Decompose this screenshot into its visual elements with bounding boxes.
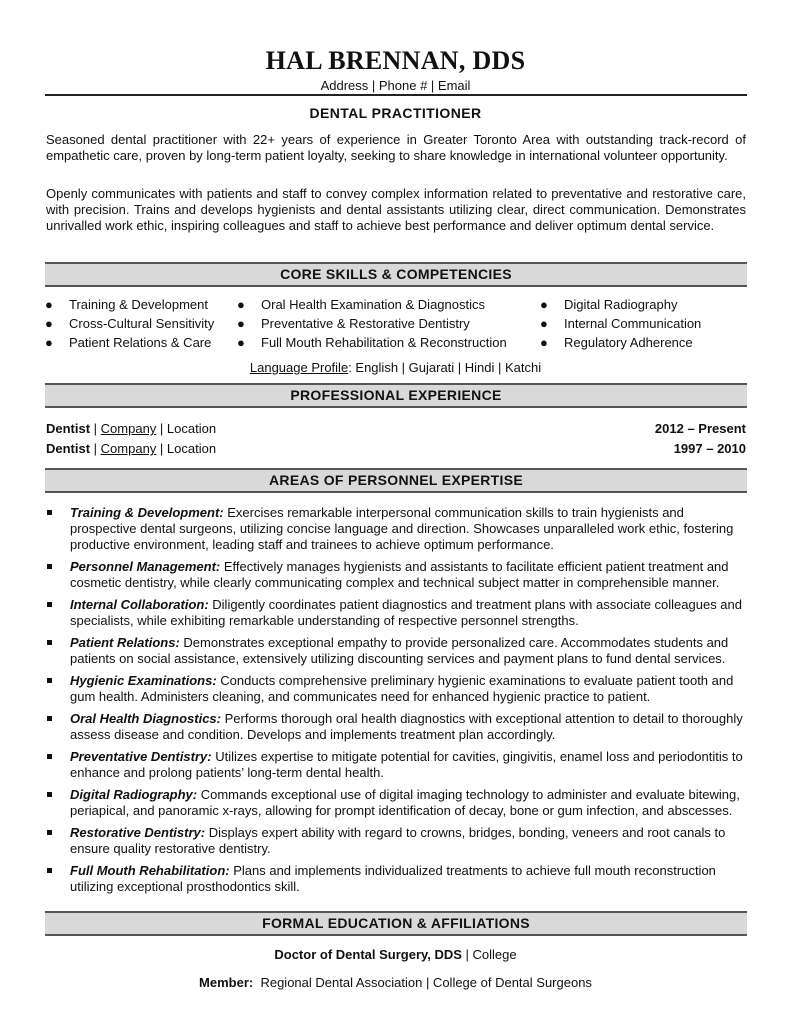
skills-column-1 [45,295,214,352]
square-bullet-icon [47,754,52,759]
candidate-name: HAL BRENNAN, DDS [265,46,526,75]
bullet-icon: ● [237,316,245,331]
expertise-item: Personnel Management: Effectively manages hygienists and assistants to facilitate efficient patient treatment and cosmetic dentistry, while clearly communicating complex and technical subject matter in comprehensible manner. [46,559,746,591]
degree-institution: | College [461,947,517,962]
expertise-item: Patient Relations: Demonstrates exceptional empathy to provide personalized care. Accommodates students and patients on social assistance, extensively utilizing discounting services and payment plans to fund dental services. [46,635,746,667]
skill-item: ● Oral Health Examination & Diagnostics [237,297,485,312]
bullet-icon: ● [45,297,53,312]
expertise-item: Training & Development: Exercises remarkable interpersonal communication skills to train hygienists and prospective dental surgeons, utilizing concise language and direction. Showcases unparalleled work ethic, fostering productive environment, leading staff and trainees to achieve optimum performance. [46,505,746,553]
degree-name: Doctor of Dental Surgery, DDS [274,947,462,962]
square-bullet-icon [47,602,52,607]
section-heading-skills: CORE SKILLS & COMPETENCIES [45,262,747,287]
skill-item: ● Training & Development [45,297,208,312]
skills-column-3 [540,295,701,352]
expertise-term: Oral Health Diagnostics: [70,711,221,726]
job-location: | Location [156,441,217,456]
expertise-item: Preventative Dentistry: Utilizes expertise to mitigate potential for cavities, gingivitis, enamel loss and periodontitis to enhance and prolong patients’ long-term dental health. [46,749,746,781]
bullet-icon: ● [540,316,548,331]
expertise-term: Restorative Dentistry: [70,825,206,840]
skill-item: ● Patient Relations & Care [45,335,212,350]
section-heading-experience: PROFESSIONAL EXPERIENCE [45,383,747,408]
skill-item: ● Digital Radiography [540,297,678,312]
bullet-icon: ● [237,297,245,312]
square-bullet-icon [47,640,52,645]
skill-item: ● Preventative & Restorative Dentistry [237,316,470,331]
professional-title: DENTAL PRACTITIONER [309,105,482,121]
square-bullet-icon [47,510,52,515]
language-profile [0,360,791,375]
expertise-item: Restorative Dentistry: Displays expert ability with regard to crowns, bridges, bonding, veneers and root canals to ensure quality restorative dentistry. [46,825,746,857]
degree-line [0,947,791,962]
membership-label: Member: [199,975,254,990]
job-location: | Location [156,421,217,436]
header-divider [45,94,747,96]
expertise-term: Patient Relations: [70,635,180,650]
job-role: Dentist [46,421,91,436]
skills-column-2 [237,295,507,352]
skill-item: ● Regulatory Adherence [540,335,693,350]
expertise-item: Hygienic Examinations: Conducts comprehensive preliminary hygienic examinations to evaluate patient tooth and gum health. Administers cleaning, and communicates need for enhanced hygienic practice to patient. [46,673,746,705]
expertise-item: Digital Radiography: Commands exceptional use of digital imaging technology to administer and evaluate bitewing, periapical, and panoramic x-rays, allowing for prompt identification of decay, bone or gum infection, and abscesses. [46,787,746,819]
skill-item: ● Internal Communication [540,316,702,331]
job-entry: Dentist | Company | Location 2012 – Present [46,419,746,439]
membership-line [0,975,791,990]
bullet-icon: ● [45,316,53,331]
job-dates: 1997 – 2010 [673,441,746,456]
skill-item: ● Full Mouth Rehabilitation & Reconstruction [237,335,507,350]
bullet-icon: ● [540,335,548,350]
summary-paragraph-2: Openly communicates with patients and staff to convey complex information related to preventative and restorative care, with precision. Trains and develops hygienists and dental assistants utilizing clear, direct communication. Demonstrates unrivalled work ethic, inspiring colleagues and staff to achieve best performance and deliver optimum dental service. [46,186,746,233]
language-profile-label: Language Profile [249,360,349,375]
skill-item: ● Cross-Cultural Sensitivity [45,316,215,331]
job-company: Company [100,441,157,456]
expertise-item: Oral Health Diagnostics: Performs thorough oral health diagnostics with exceptional attention to detail to thoroughly assess disease and condition. Develops and implements treatment plan accordingly. [46,711,746,743]
expertise-term: Full Mouth Rehabilitation: [70,863,230,878]
expertise-term: Internal Collaboration: [70,597,209,612]
square-bullet-icon [47,830,52,835]
bullet-icon: ● [45,335,53,350]
bullet-icon: ● [540,297,548,312]
job-role: Dentist [46,441,91,456]
expertise-term: Hygienic Examinations: [70,673,217,688]
expertise-term: Training & Development: [70,505,224,520]
bullet-icon: ● [237,335,245,350]
language-profile-value: : English | Gujarati | Hindi | Katchi [348,360,542,375]
expertise-item: Internal Collaboration: Diligently coordinates patient diagnostics and treatment plans with associate colleagues and specialists, while exhibiting remarkable understanding of respective personnel strengths. [46,597,746,629]
square-bullet-icon [47,564,52,569]
job-entry: Dentist | Company | Location 1997 – 2010 [46,439,746,459]
square-bullet-icon [47,868,52,873]
expertise-term: Preventative Dentistry: [70,749,212,764]
square-bullet-icon [47,792,52,797]
contact-line: Address | Phone # | Email [320,78,471,93]
job-company: Company [100,421,157,436]
square-bullet-icon [47,678,52,683]
expertise-list [46,505,746,901]
job-dates: 2012 – Present [654,421,746,436]
square-bullet-icon [47,716,52,721]
summary-paragraph-1: Seasoned dental practitioner with 22+ years of experience in Greater Toronto Area with outstanding track-record of empathetic care, proven by long-term patient loyalty, seeking to share knowledge in international volunteer opportunity. [46,132,746,163]
section-heading-education: FORMAL EDUCATION & AFFILIATIONS [45,911,747,936]
section-heading-areas: AREAS OF PERSONNEL EXPERTISE [45,468,747,493]
expertise-term: Digital Radiography: [70,787,198,802]
expertise-term: Personnel Management: [70,559,221,574]
expertise-item: Full Mouth Rehabilitation: Plans and implements individualized treatments to achieve full mouth reconstruction utilizing exceptional prosthodontics skill. [46,863,746,895]
membership-list: Regional Dental Association | College of Dental Surgeons [253,975,592,990]
